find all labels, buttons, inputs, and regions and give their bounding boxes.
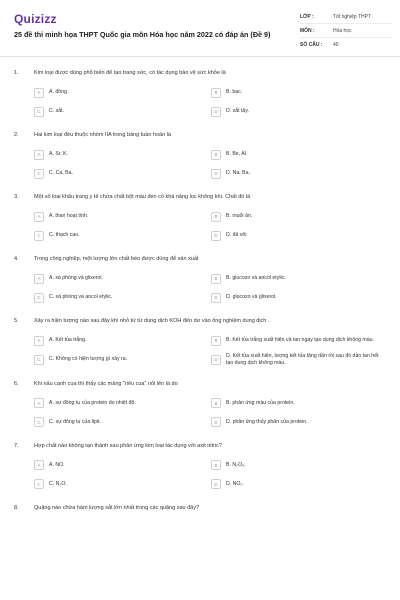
- question-3: [0, 194, 400, 256]
- meta-value: Tốt nghiệp THPT: [333, 13, 371, 20]
- option-letter-box: A: [34, 460, 44, 470]
- question-number: 5.: [14, 318, 19, 324]
- option-letter-box: D: [211, 479, 221, 489]
- question-number: 2.: [14, 132, 19, 138]
- meta-row-class: [300, 10, 392, 24]
- answer-option[interactable]: [34, 397, 211, 410]
- answer-options: [34, 459, 384, 491]
- question-list: [0, 70, 400, 535]
- meta-row-count: [300, 38, 392, 51]
- option-letter-box: B: [211, 274, 221, 284]
- meta-row-subject: [300, 24, 392, 38]
- answer-option[interactable]: [211, 148, 384, 161]
- answer-option[interactable]: [211, 459, 384, 472]
- meta-table: [300, 10, 392, 51]
- answer-option[interactable]: [211, 353, 384, 367]
- option-letter-box: C: [34, 169, 44, 179]
- option-text: D. Kết tủa xuất hiện, lượng kết tủa tăng dần rồi sau đó dần tan hết tạo dung dịch không màu.: [226, 353, 379, 366]
- option-letter-box: B: [211, 336, 221, 346]
- question-text: Một số loại khẩu trang y tế chứa chất bột màu đen có khả năng lọc không khí. Chất đó là: [34, 194, 251, 200]
- option-text: D. sắt tây.: [226, 108, 249, 115]
- option-text: B. Be, Al.: [226, 151, 248, 158]
- question-4: [0, 256, 400, 318]
- option-text: B. glucozo và ancol etylic.: [226, 275, 286, 282]
- option-text: D. Na, Ba.: [226, 170, 250, 177]
- option-letter-box: B: [211, 212, 221, 222]
- answer-option[interactable]: [34, 229, 211, 242]
- option-text: B. Kết tủa trắng xuất hiện và tan ngay tạo dung dịch không màu.: [226, 337, 374, 344]
- answer-option[interactable]: [211, 105, 384, 118]
- option-text: A. đồng.: [49, 89, 69, 96]
- option-letter-box: A: [34, 150, 44, 160]
- option-letter-box: C: [34, 355, 44, 365]
- meta-label: SỐ CÂU :: [300, 41, 323, 48]
- worksheet-title: 25 đề thi minh họa THPT Quốc gia môn Hóa học năm 2022 có đáp án (Đề 9): [14, 30, 271, 39]
- option-text: B. N₂O₅.: [226, 461, 246, 468]
- answer-option[interactable]: [34, 86, 211, 99]
- question-text: Hai kim loại đều thuộc nhóm IIA trong bảng tuần hoàn là: [34, 132, 171, 138]
- question-header: [0, 505, 400, 521]
- option-text: C. sự đông tụ của lipit.: [49, 418, 101, 425]
- option-letter-box: B: [211, 398, 221, 408]
- question-header: [0, 443, 400, 459]
- option-letter-box: B: [211, 460, 221, 470]
- question-2: [0, 132, 400, 194]
- option-letter-box: A: [34, 336, 44, 346]
- answer-option[interactable]: [211, 229, 384, 242]
- option-letter-box: A: [34, 212, 44, 222]
- question-header: [0, 194, 400, 210]
- option-text: A. Sr, K.: [49, 151, 69, 158]
- option-letter-box: C: [34, 293, 44, 303]
- option-text: C. N₂O.: [49, 480, 67, 487]
- answer-option[interactable]: [211, 167, 384, 180]
- question-text: Trong công nghiệp, một lượng lớn chất béo được dùng để sản xuất: [34, 256, 199, 262]
- option-letter-box: B: [211, 88, 221, 98]
- option-letter-box: C: [34, 107, 44, 117]
- question-5: [0, 318, 400, 381]
- option-letter-box: C: [34, 231, 44, 241]
- answer-option[interactable]: [34, 353, 211, 367]
- question-text: Khi nấu canh cua thì thấy các mảng "riêu cua" nổi lên là do: [34, 380, 178, 387]
- answer-options: [34, 148, 384, 180]
- question-header: [0, 70, 400, 86]
- question-header: [0, 256, 400, 272]
- question-spacer: [0, 242, 400, 256]
- option-letter-box: A: [34, 274, 44, 284]
- meta-value: Hóa học: [333, 27, 352, 34]
- question-1: [0, 70, 400, 132]
- answer-option[interactable]: [211, 86, 384, 99]
- option-letter-box: D: [211, 231, 221, 241]
- answer-option[interactable]: [211, 334, 384, 347]
- option-text: B. bạc.: [226, 89, 243, 96]
- option-text: A. xà phòng và glixerol.: [49, 275, 103, 282]
- option-text: D. phản ứng thủy phân của protein.: [226, 418, 308, 425]
- option-text: C. Không có hiện tượng gì xảy ra.: [49, 356, 128, 363]
- answer-option[interactable]: [211, 210, 384, 223]
- option-text: A. NO.: [49, 461, 65, 468]
- question-spacer: [0, 367, 400, 381]
- question-spacer: [0, 180, 400, 194]
- answer-option[interactable]: [34, 210, 211, 223]
- option-letter-box: A: [34, 398, 44, 408]
- option-text: C. thạch cao.: [49, 232, 80, 239]
- option-text: D. đá vôi: [226, 232, 247, 239]
- question-8: [0, 505, 400, 535]
- answer-option[interactable]: [34, 291, 211, 304]
- option-letter-box: A: [34, 88, 44, 98]
- option-text: D. glucozo và glixerol.: [226, 294, 277, 301]
- option-text: C. sắt.: [49, 108, 64, 115]
- option-letter-box: D: [211, 107, 221, 117]
- option-letter-box: B: [211, 150, 221, 160]
- answer-option[interactable]: [34, 416, 211, 429]
- question-number: 1.: [14, 70, 19, 76]
- option-letter-box: C: [34, 417, 44, 427]
- question-number: 7.: [14, 442, 19, 449]
- option-text: B. muối ăn.: [226, 213, 253, 220]
- question-number: 3.: [14, 194, 19, 200]
- question-7: [0, 443, 400, 505]
- worksheet-header: [0, 0, 400, 57]
- answer-option[interactable]: [34, 148, 211, 161]
- question-spacer: [0, 118, 400, 132]
- answer-option[interactable]: [34, 105, 211, 118]
- question-text: Kim loại được dùng phổ biến để tạo trang sức, có tác dụng bảo vệ sức khỏe là: [34, 70, 226, 76]
- meta-label: LỚP :: [300, 13, 314, 20]
- option-text: A. than hoạt tính.: [49, 213, 89, 220]
- question-spacer: [0, 521, 400, 535]
- answer-option[interactable]: [34, 167, 211, 180]
- answer-options: [34, 86, 384, 118]
- answer-option[interactable]: [211, 397, 384, 410]
- option-letter-box: D: [211, 417, 221, 427]
- option-text: B. phản ứng màu của protein.: [226, 399, 295, 406]
- question-6: [0, 381, 400, 443]
- question-text: Hợp chất nào không tạo thành sau phản ứng kim loại tác dụng với axit nitric?: [34, 442, 222, 449]
- answer-option[interactable]: [211, 272, 384, 285]
- option-text: C. Ca, Ba.: [49, 170, 73, 177]
- answer-option[interactable]: [34, 334, 211, 347]
- question-spacer: [0, 491, 400, 505]
- meta-label: MÔN :: [300, 27, 315, 34]
- answer-option[interactable]: [34, 272, 211, 285]
- answer-options: [34, 397, 384, 429]
- answer-option[interactable]: [211, 416, 384, 429]
- answer-option[interactable]: [211, 478, 384, 491]
- question-number: 8.: [14, 504, 19, 511]
- option-letter-box: D: [211, 293, 221, 303]
- answer-options: [34, 334, 384, 367]
- question-spacer: [0, 429, 400, 443]
- answer-option[interactable]: [34, 459, 211, 472]
- option-text: A. Kết tủa trắng.: [49, 337, 87, 344]
- option-text: C. xà phòng và ancol etylic.: [49, 294, 113, 301]
- option-letter-box: D: [211, 355, 221, 365]
- answer-options: [34, 210, 384, 242]
- quizizz-logo: Quizizz: [14, 12, 57, 26]
- question-text: Xảy ra hiện tượng nào sau đây khi nhỏ từ từ dung dịch KOH đến dư vào ống nghiệm dung dịch .: [34, 318, 270, 324]
- answer-options: [34, 272, 384, 304]
- question-spacer: [0, 304, 400, 318]
- answer-option[interactable]: [34, 478, 211, 491]
- option-letter-box: D: [211, 169, 221, 179]
- answer-option[interactable]: [211, 291, 384, 304]
- question-number: 4.: [14, 256, 19, 262]
- question-header: [0, 381, 400, 397]
- option-text: A. sự đông tụ của protein do nhiệt độ.: [49, 399, 136, 406]
- meta-value: 40: [333, 41, 339, 48]
- question-header: [0, 132, 400, 148]
- question-number: 6.: [14, 380, 19, 387]
- question-text: Quặng nào chứa hàm lượng sắt lớn nhất trong các quặng sau đây?: [34, 504, 200, 511]
- option-letter-box: C: [34, 479, 44, 489]
- question-header: [0, 318, 400, 334]
- option-text: D. NO₂.: [226, 480, 244, 487]
